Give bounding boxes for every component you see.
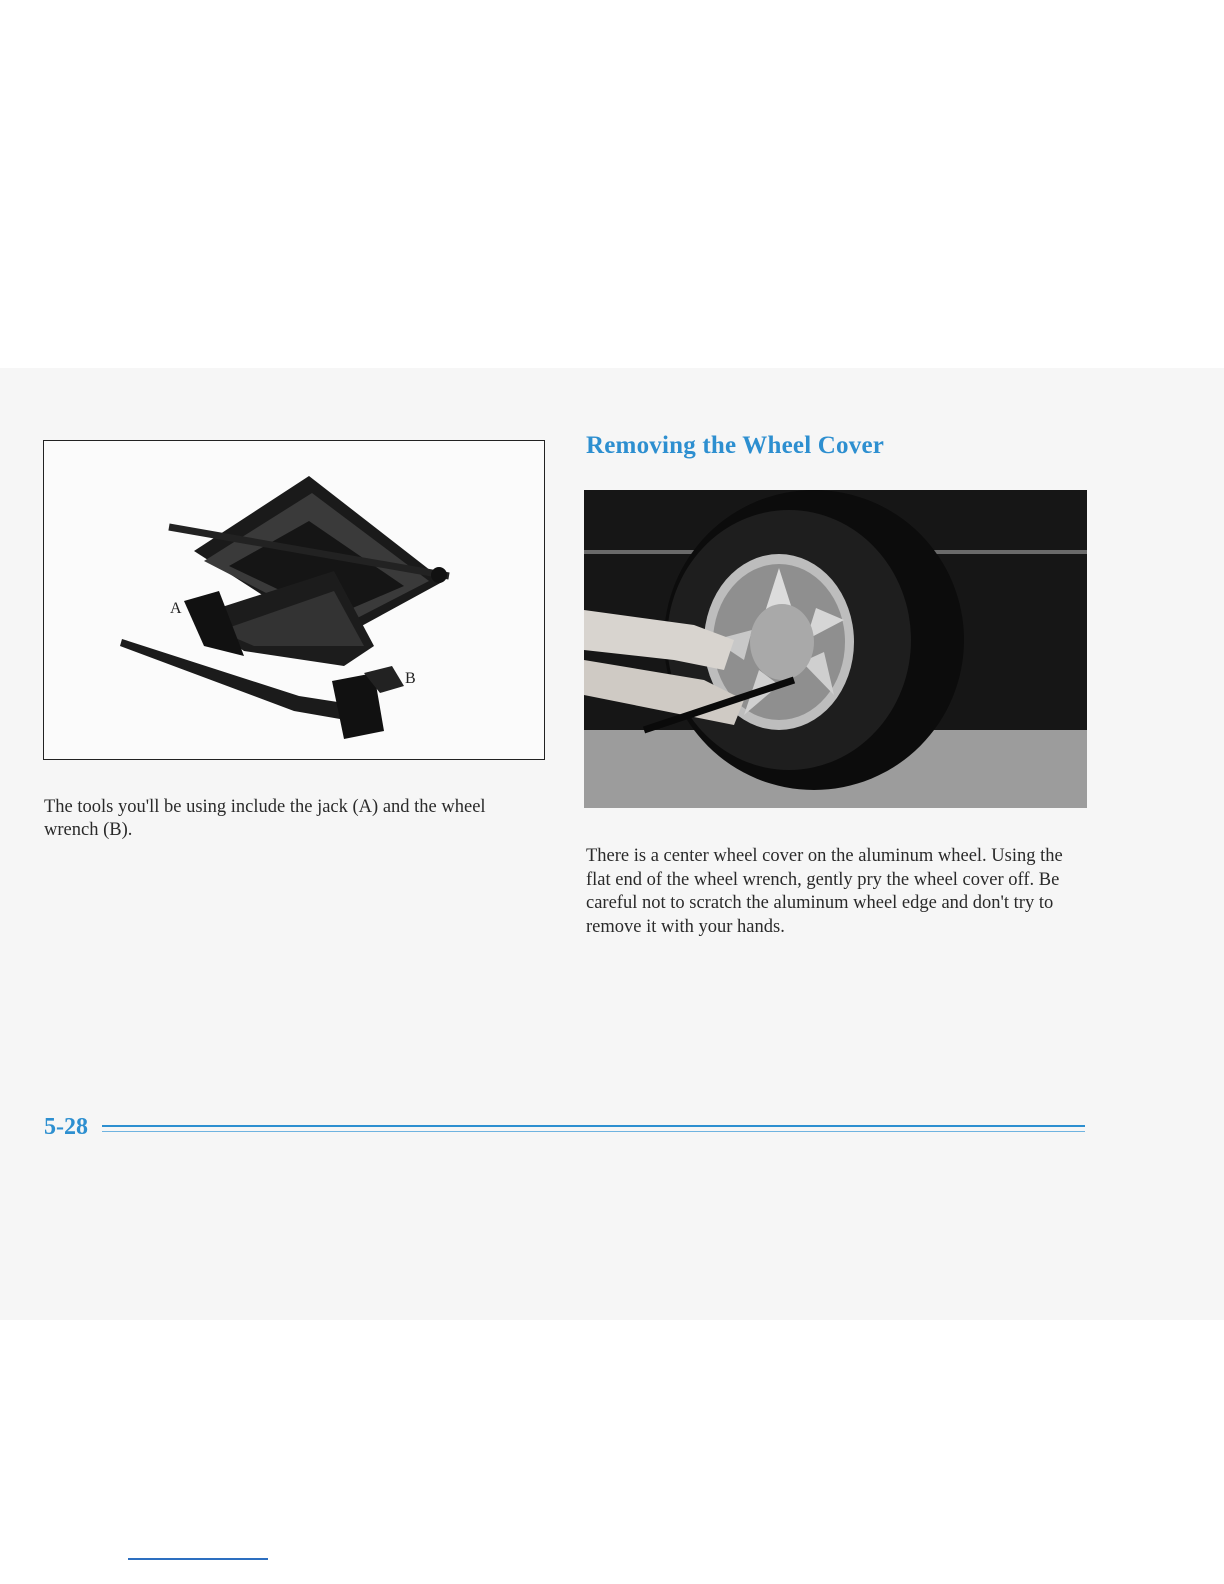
jack-illustration [44, 441, 546, 761]
wheel-photo-illustration [584, 490, 1087, 808]
tools-caption: The tools you'll be using include the jack (A) and the wheel wrench (B). [44, 797, 486, 840]
jack-label-a: A [170, 600, 182, 617]
jack-and-wrench-figure [43, 440, 545, 760]
footer-rule [102, 1125, 1085, 1127]
wheel-cover-instructions: There is a center wheel cover on the aluminum wheel. Using the flat end of the wheel wrench, gently pry the wheel cover off. Be careful not to scratch the aluminum wheel edge and don't try to remove it with your hands. [586, 846, 1063, 937]
wrench-label-b: B [405, 670, 416, 687]
wheel-cover-photo [584, 490, 1087, 808]
bottom-rule-stub [128, 1558, 268, 1560]
page-number: 5-28 [44, 1114, 88, 1140]
section-heading: Removing the Wheel Cover [586, 432, 885, 459]
footer-rule-thin [102, 1131, 1085, 1132]
